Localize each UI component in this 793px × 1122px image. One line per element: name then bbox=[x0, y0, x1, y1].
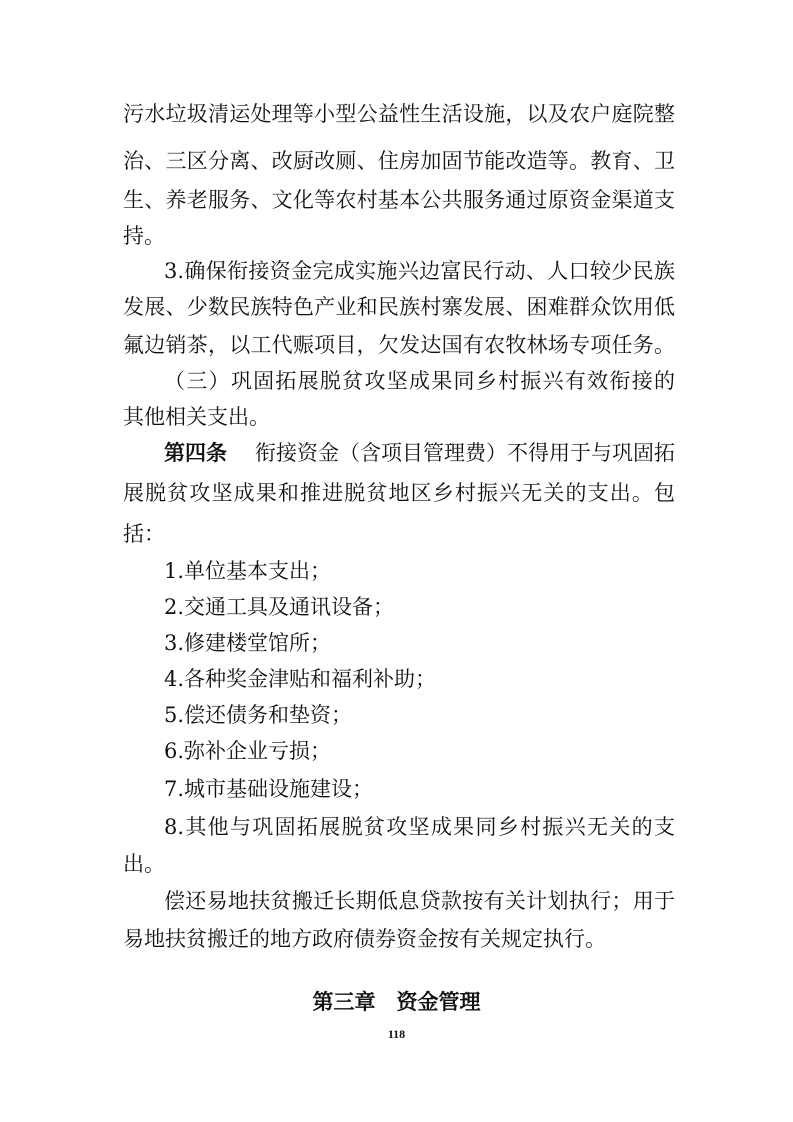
paragraph-line: 易地扶贫搬迁的地方政府债券资金按有关规定执行。 bbox=[123, 927, 606, 951]
paragraph-line: 偿还易地扶贫搬迁长期低息贷款按有关计划执行；用于 bbox=[164, 889, 675, 913]
page-number: 118 bbox=[387, 1027, 406, 1041]
list-item: 5.偿还债务和垫资； bbox=[164, 703, 353, 727]
paragraph-line: 衔接资金（含项目管理费）不得用于与巩固拓 bbox=[255, 441, 675, 465]
article-label: 第四条 bbox=[164, 441, 227, 465]
paragraph-line: 生、养老服务、文化等农村基本公共服务通过原资金渠道支 bbox=[123, 188, 675, 212]
paragraph-line: 其他相关支出。 bbox=[123, 405, 270, 429]
list-item: 4.各种奖金津贴和福利补助； bbox=[164, 667, 437, 691]
paragraph-line: 氟边销茶，以工代赈项目，欠发达国有农牧林场专项任务。 bbox=[123, 333, 675, 357]
paragraph-line: （三）巩固拓展脱贫攻坚成果同乡村振兴有效衔接的 bbox=[164, 369, 675, 393]
paragraph-line: 发展、少数民族特色产业和民族村寨发展、困难群众饮用低 bbox=[123, 295, 675, 319]
chapter-title: 第三章 资金管理 bbox=[312, 990, 481, 1014]
list-item: 8.其他与巩固拓展脱贫攻坚成果同乡村振兴无关的支 bbox=[164, 815, 675, 839]
list-item: 3.修建楼堂馆所； bbox=[164, 631, 332, 655]
article-4-first-line bbox=[164, 439, 675, 467]
paragraph-line: 3.确保衔接资金完成实施兴边富民行动、人口较少民族 bbox=[164, 259, 675, 283]
paragraph-line: 括： bbox=[123, 522, 165, 546]
list-item: 6.弥补企业亏损； bbox=[164, 739, 332, 763]
list-item: 7.城市基础设施建设； bbox=[164, 777, 374, 801]
paragraph-line: 治、三区分离、改厨改厕、住房加固节能改造等。教育、卫 bbox=[123, 149, 675, 173]
paragraph-line: 出。 bbox=[123, 852, 165, 876]
paragraph-line: 展脱贫攻坚成果和推进脱贫地区乡村振兴无关的支出。包 bbox=[123, 481, 675, 505]
list-item: 1.单位基本支出； bbox=[164, 559, 332, 583]
paragraph-line: 持。 bbox=[123, 224, 165, 248]
list-item: 2.交通工具及通讯设备； bbox=[164, 595, 395, 619]
paragraph-line: 污水垃圾清运处理等小型公益性生活设施，以及农户庭院整 bbox=[123, 102, 675, 126]
